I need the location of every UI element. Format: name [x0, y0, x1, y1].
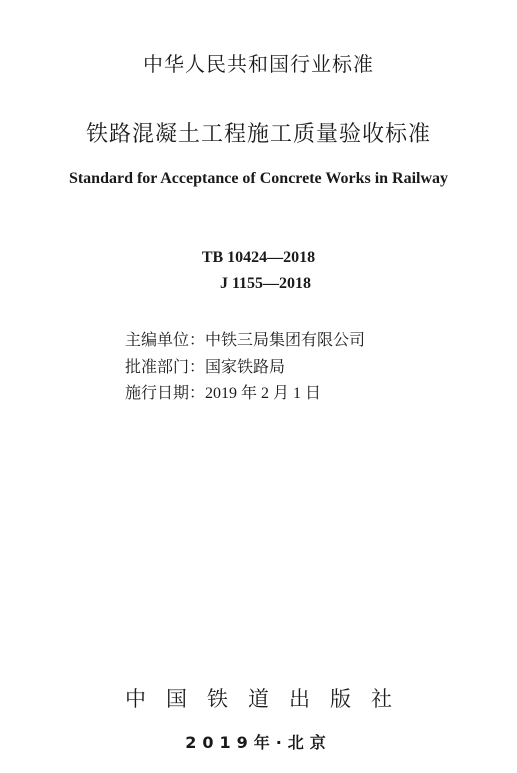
standard-code-tb: TB 10424—2018: [201, 249, 316, 266]
effective-date-value: 2019 年 2 月 1 日: [205, 385, 322, 402]
approver-value: 国家铁路局: [205, 359, 286, 376]
editor-value: 中铁三局集团有限公司: [205, 332, 366, 349]
standard-code-j: J 1155—2018: [219, 275, 312, 292]
editor-row: [125, 327, 365, 350]
publisher-name: 中国铁道出版社: [125, 687, 412, 711]
approver-label: 批准部门：: [125, 357, 206, 376]
document-title-english: Standard for Acceptance of Concrete Works in Railway: [68, 170, 449, 187]
standard-category: 中华人民共和国行业标准: [143, 52, 374, 76]
approver-row: [125, 354, 285, 377]
effective-date-label: 施行日期：: [125, 383, 206, 402]
editor-label: 主编单位：: [125, 330, 206, 349]
effective-date-row: [125, 380, 321, 403]
publication-year-place: 2019年·北京: [185, 733, 332, 752]
document-title-chinese: 铁路混凝土工程施工质量验收标准: [85, 122, 431, 147]
